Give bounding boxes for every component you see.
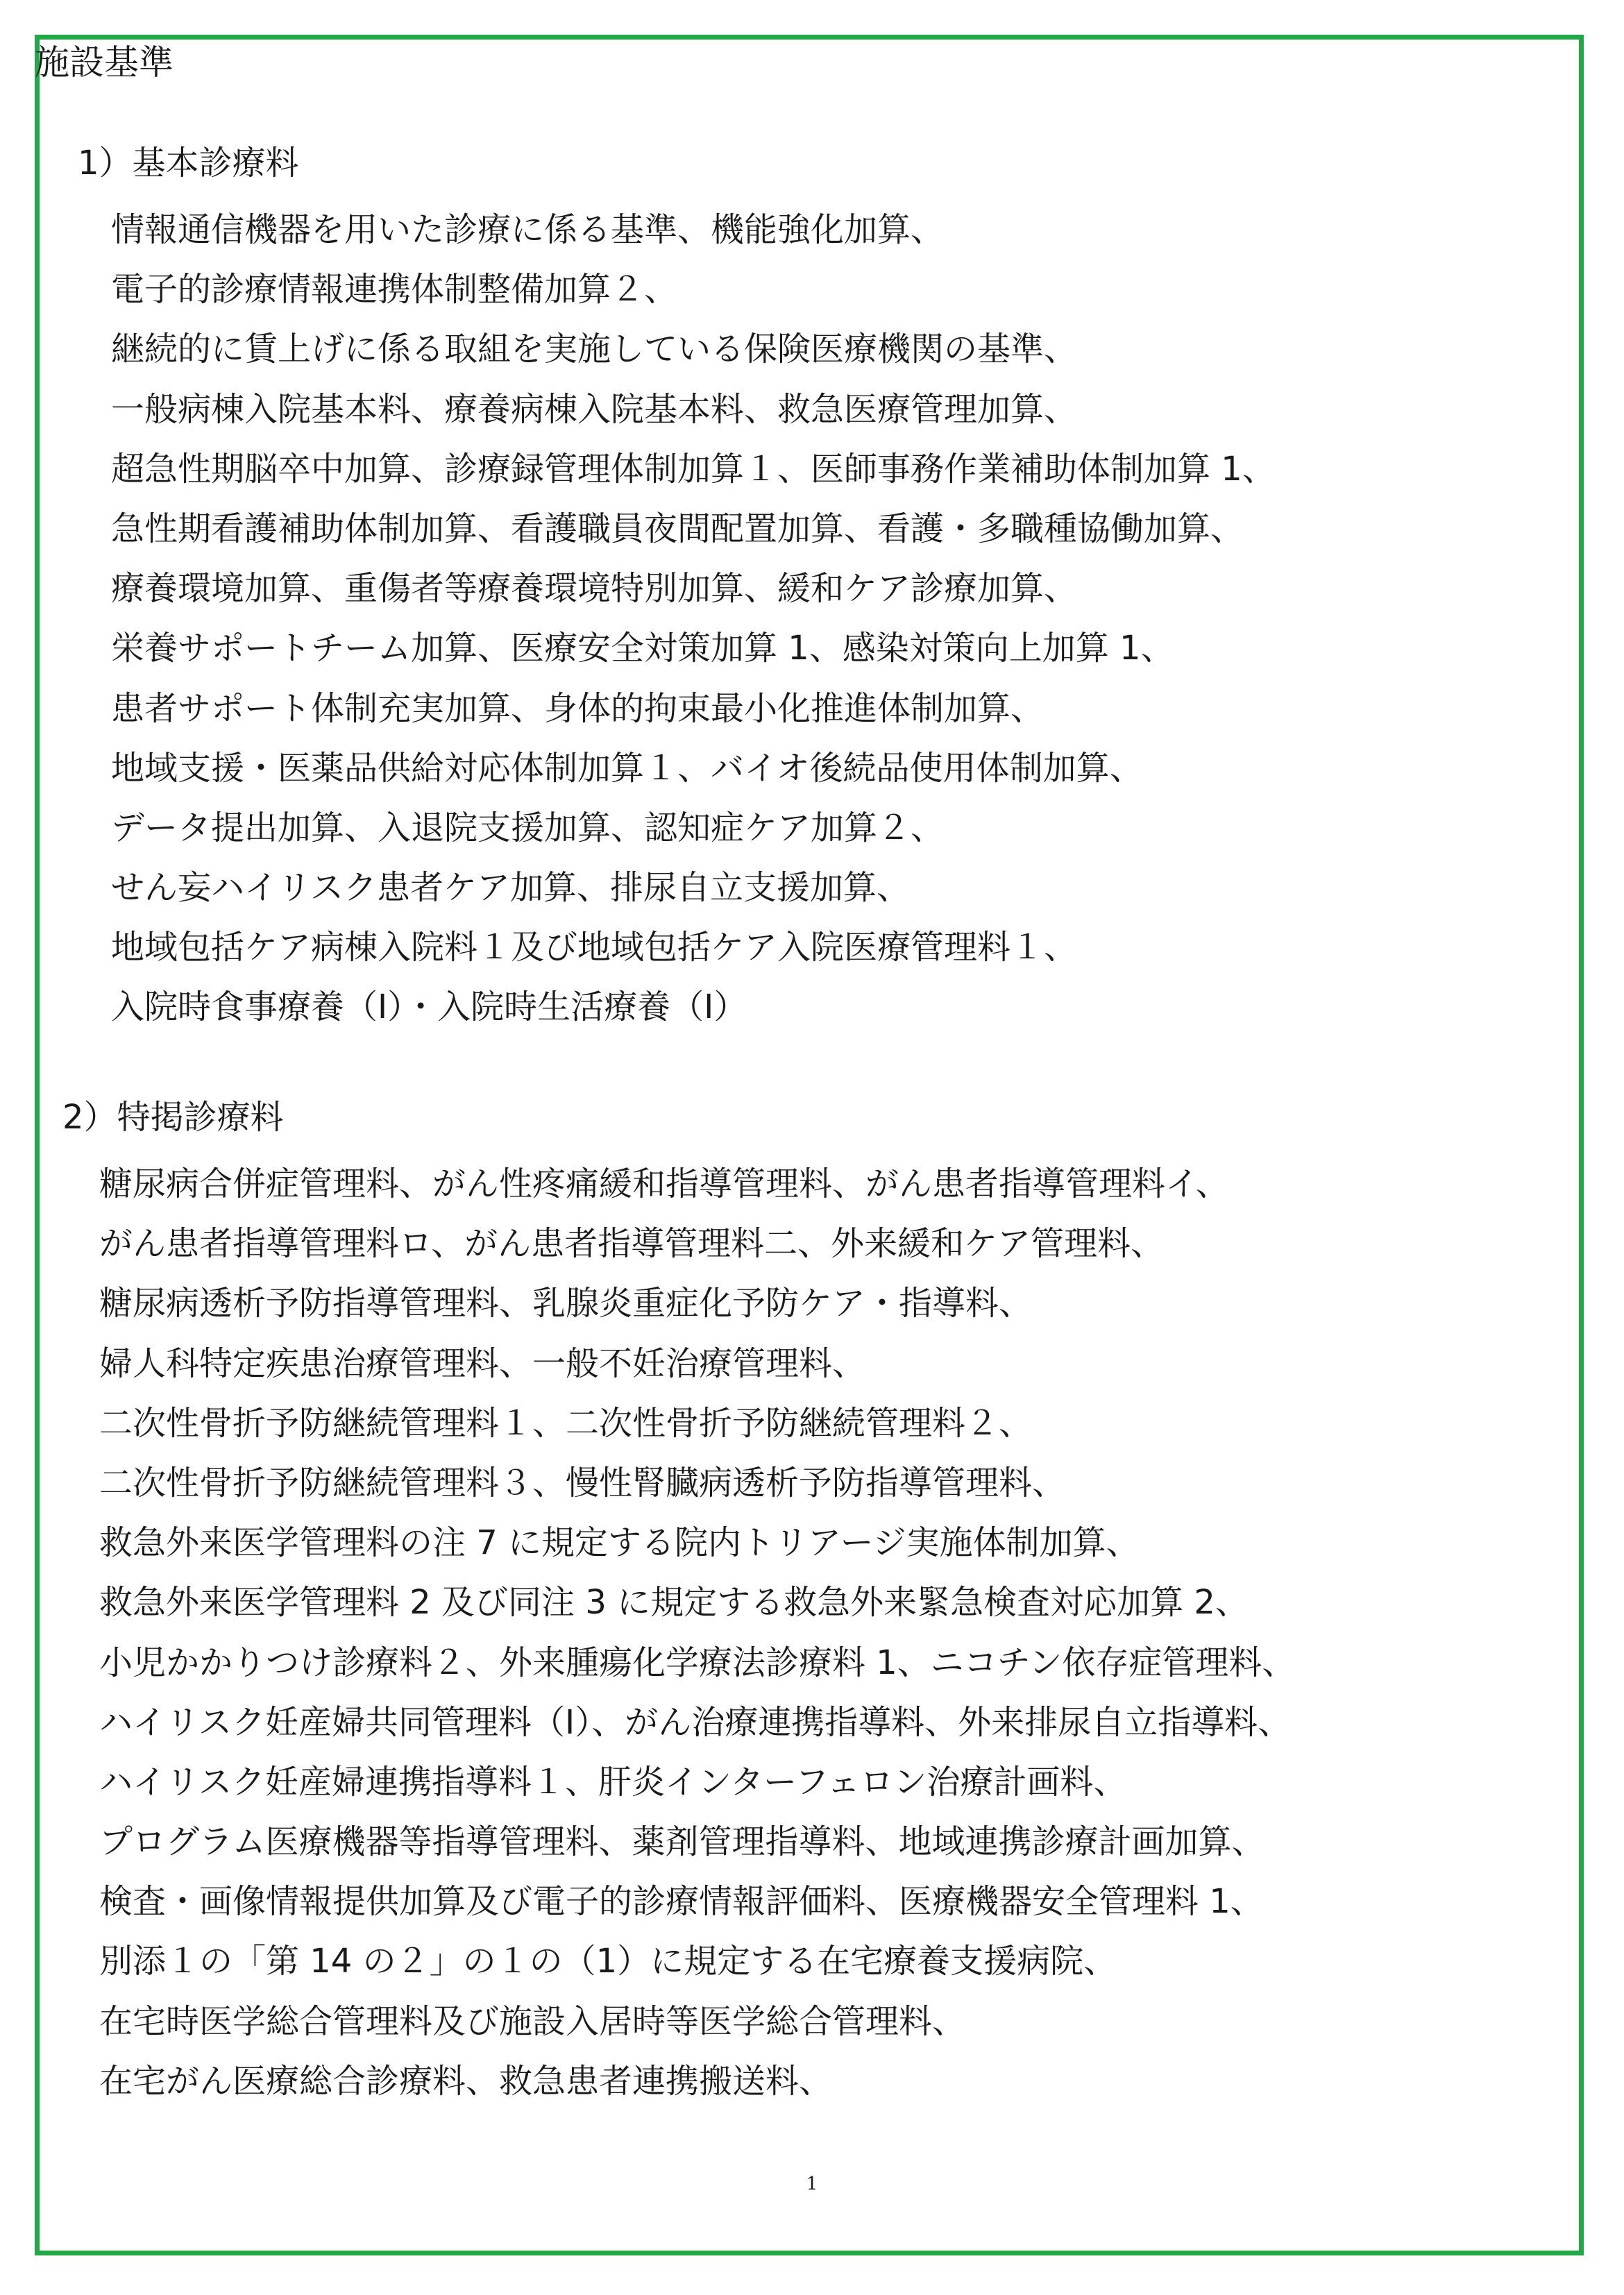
list-item: 療養環境加算、重傷者等療養環境特別加算、緩和ケア診療加算、 [111,569,1078,609]
list-item: ハイリスク妊産婦連携指導料１、肝炎インターフェロン治療計画料、 [99,1762,1127,1802]
list-item: ハイリスク妊産婦共同管理料（Ⅰ）、がん治療連携指導料、外来排尿自立指導料、 [99,1702,1292,1742]
list-item: データ提出加算、入退院支援加算、認知症ケア加算２、 [111,808,945,847]
page-number: 1 [806,2174,818,2194]
list-item: 二次性骨折予防継続管理料３、慢性腎臓病透析予防指導管理料、 [99,1463,1066,1502]
list-item: 二次性骨折予防継続管理料１、二次性骨折予防継続管理料２、 [99,1403,1033,1443]
list-item: プログラム医療機器等指導管理料、薬剤管理指導料、地域連携診療計画加算、 [99,1822,1265,1862]
list-item: 別添１の「第 14 の２」の１の（1）に規定する在宅療養支援病院、 [99,1942,1117,1981]
list-item: 糖尿病透析予防指導管理料、乳腺炎重症化予防ケア・指導料、 [99,1284,1033,1323]
list-item: がん患者指導管理料ロ、がん患者指導管理料二、外来緩和ケア管理料、 [99,1224,1165,1264]
list-item: 地域包括ケア病棟入院料１及び地域包括ケア入院医療管理料１、 [111,928,1078,967]
list-item: 急性期看護補助体制加算、看護職員夜間配置加算、看護・多職種協働加算、 [111,509,1244,548]
list-item: 婦人科特定疾患治療管理料、一般不妊治療管理料、 [99,1344,866,1383]
section-lines-basic-fees [111,200,1276,1038]
list-item: 検査・画像情報提供加算及び電子的診療情報評価料、医療機器安全管理料 1、 [99,1882,1264,1922]
list-item: 救急外来医学管理料 2 及び同注 3 に規定する救急外来緊急検査対応加算 2、 [99,1583,1249,1623]
list-item: 情報通信機器を用いた診療に係る基準、機能強化加算、 [111,210,945,249]
list-item: 患者サポート体制充実加算、身体的拘束最小化推進体制加算、 [111,688,1044,728]
list-item: せん妄ハイリスク患者ケア加算、排尿自立支援加算、 [111,868,911,908]
list-item: 在宅時医学総合管理料及び施設入居時等医学総合管理料、 [99,2001,966,2041]
list-item: 入院時食事療養（Ⅰ）・入院時生活療養（Ⅰ） [111,988,747,1027]
page-title: 施設基準 [35,42,174,83]
section-heading-basic-fees: 1）基本診療料 [78,144,299,183]
list-item: 糖尿病合併症管理料、がん性疼痛緩和指導管理料、がん患者指導管理料イ、 [99,1165,1229,1203]
list-item: 継続的に賃上げに係る取組を実施している保険医療機関の基準、 [111,330,1078,369]
list-item: 在宅がん医療総合診療料、救急患者連携搬送料、 [99,2061,833,2101]
list-item: 一般病棟入院基本料、療養病棟入院基本料、救急医療管理加算、 [111,389,1078,429]
list-item: 超急性期脳卒中加算、診療録管理体制加算１、医師事務作業補助体制加算 1、 [111,449,1276,489]
section-lines-special-fees [99,1154,1295,2111]
list-item: 救急外来医学管理料の注 7 に規定する院内トリアージ実施体制加算、 [99,1523,1140,1563]
list-item: 電子的診療情報連携体制整備加算２、 [111,270,678,310]
list-item: 小児かかりつけ診療料２、外来腫瘍化学療法診療料 1、ニコチン依存症管理料、 [99,1643,1296,1682]
list-item: 地域支援・医薬品供給対応体制加算１、バイオ後続品使用体制加算、 [111,748,1143,788]
section-heading-special-fees: 2）特掲診療料 [62,1098,284,1137]
list-item: 栄養サポートチーム加算、医療安全対策加算 1、感染対策向上加算 1、 [111,629,1174,668]
